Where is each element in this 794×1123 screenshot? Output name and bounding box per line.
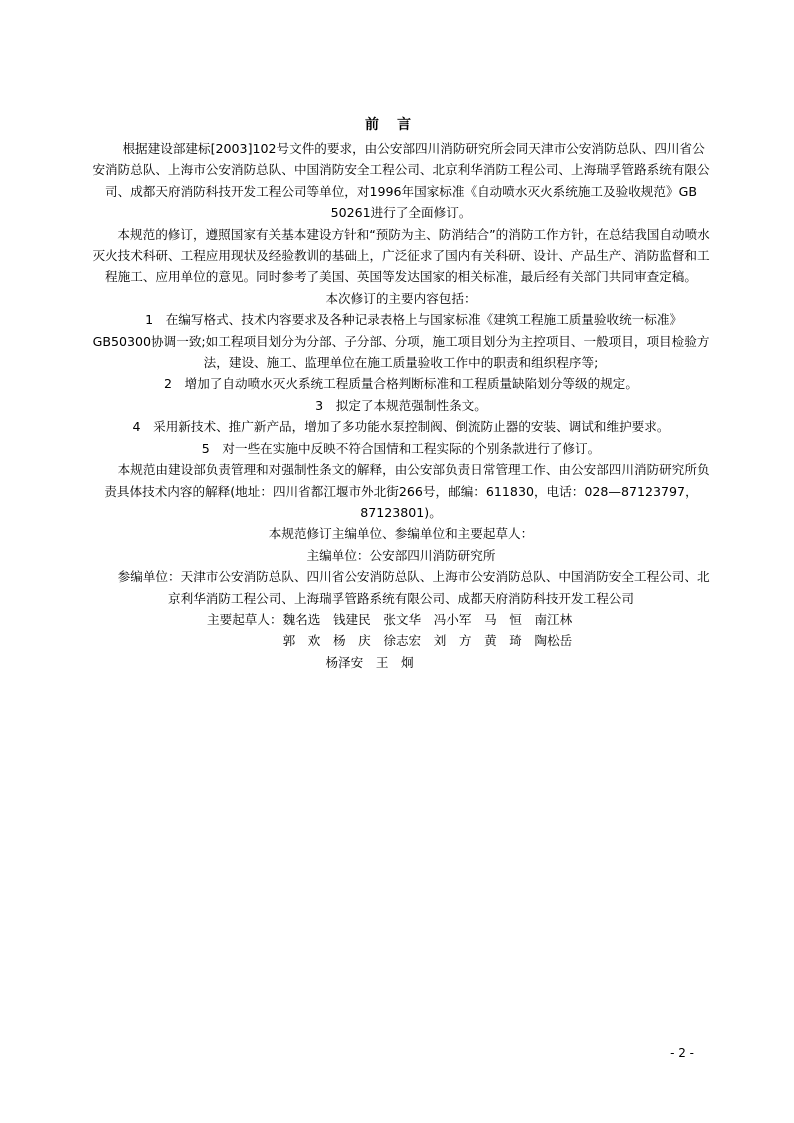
list-item-2: 2 增加了自动喷水灭火系统工程质量合格判断标准和工程质量缺陷划分等级的规定。: [164, 376, 638, 392]
drafters-label: 主要起草人：: [207, 611, 283, 627]
drafters-names: 郭 欢 杨 庆 徐志宏 刘 方 黄 琦 陶松岳: [282, 633, 573, 649]
drafters-names: 杨泽安 王 炯: [325, 654, 414, 670]
list-item-3: 3 拟定了本规范强制性条文。: [315, 397, 487, 413]
paragraph-chief-unit: 主编单位：公安部四川消防研究所: [306, 547, 496, 563]
document-body: [92, 138, 710, 673]
page-number: - 2 -: [670, 1046, 694, 1060]
paragraph-participating-units: 参编单位：天津市公安消防总队、四川省公安消防总队、上海市公安消防总队、中国消防安全工程公司、北京利华消防工程公司、上海瑞孚管路系统有限公司、成都天府消防科技开发工程公司: [117, 569, 710, 606]
list-item-5: 5 对一些在实施中反映不符合国情和工程实际的个别条款进行了修订。: [201, 440, 601, 456]
paragraph-main-contents: 本次修订的主要内容包括：: [325, 290, 477, 306]
drafters-row: [325, 652, 710, 673]
paragraph-revision-basis: 本规范的修订，遵照国家有关基本建设方针和“预防为主、防消结合”的消防工作方针，在总结我国自动喷水灭火技术科研、工程应用现状及经验教训的基础上，广泛征求了国内有关科研、设计、产品生产、消防监督和工程施工、应用单位的意见。同时参考了美国、英国等发达国家的相关标准，最后经有关部门共同审查定稿。: [92, 226, 710, 285]
drafters-block: [207, 609, 710, 673]
list-item-1: 1 在编写格式、技术内容要求及各种记录表格上与国家标准《建筑工程施工质量验收统一标准》GB50300协调一致;如工程项目划分为分部、子分部、分项，施工项目划分为主控项目、一般项目，项目检验方法，建设、施工、监理单位在施工质量验收工作中的职责和组织程序等;: [92, 312, 710, 371]
paragraph-intro: 根据建设部建标[2003]102号文件的要求，由公安部四川消防研究所会同天津市公安消防总队、四川省公安消防总队、上海市公安消防总队、中国消防安全工程公司、北京利华消防工程公司、上海瑞孚管路系统有限公司、成都天府消防科技开发工程公司等单位，对1996年国家标准《自动喷水灭火系统施工及验收规范》GB 50261进行了全面修订。: [92, 141, 710, 221]
paragraph-units-heading: 本规范修订主编单位、参编单位和主要起草人：: [268, 526, 534, 542]
page-title: 前言: [365, 117, 429, 133]
list-item-4: 4 采用新技术、推广新产品，增加了多功能水泵控制阀、倒流防止器的安装、调试和维护要求。: [132, 419, 670, 435]
paragraph-management: 本规范由建设部负责管理和对强制性条文的解释，由公安部负责日常管理工作、由公安部四川消防研究所负责具体技术内容的解释(地址：四川省都江堰市外北街266号，邮编：611830，电话：028—87123797，87123801)。: [104, 462, 710, 520]
drafters-row: [207, 609, 710, 630]
drafters-names: 魏名选 钱建民 张文华 冯小军 马 恒 南江林: [282, 611, 573, 627]
drafters-row: [283, 630, 710, 651]
